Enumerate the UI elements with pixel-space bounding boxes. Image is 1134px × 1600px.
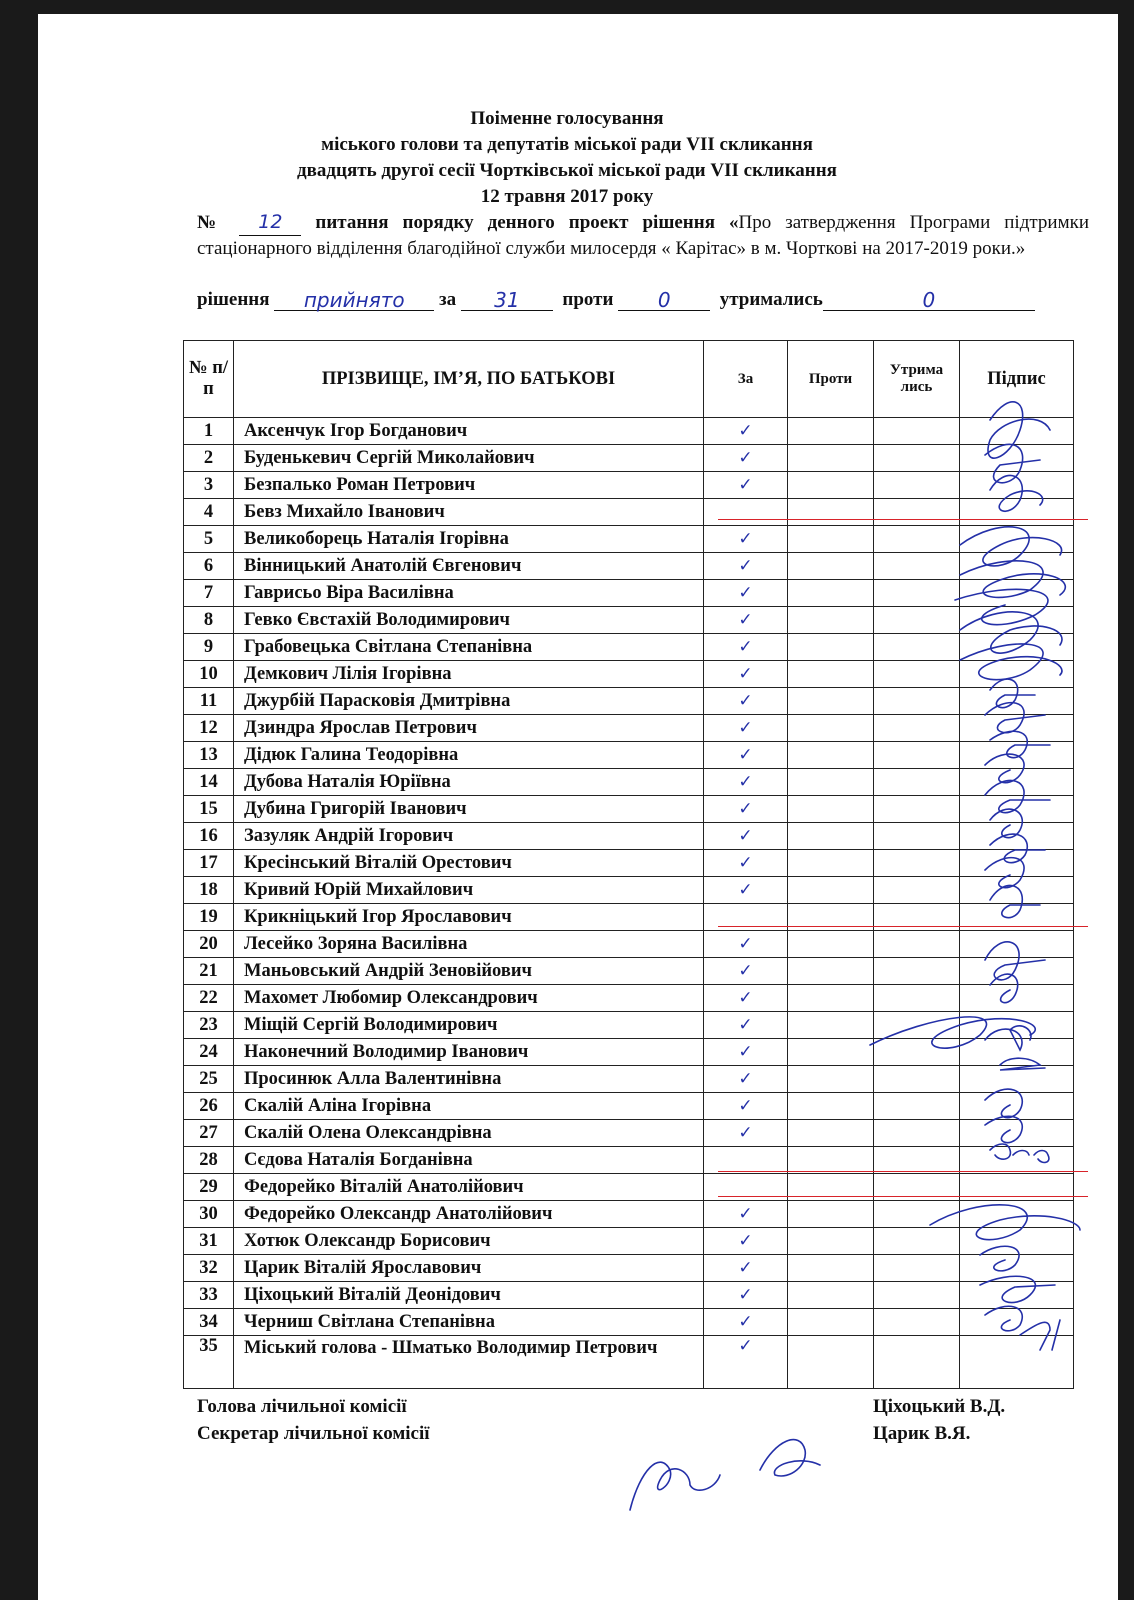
doc-subtitle-1: міського голови та депутатів міської ради VІІ скликання	[321, 134, 813, 155]
table-row	[184, 1336, 1074, 1389]
vote-abstain-cell	[874, 1039, 960, 1066]
vote-abstain-cell	[874, 823, 960, 850]
signature-cell	[960, 931, 1074, 958]
vote-for-cell: ✓	[704, 1309, 788, 1336]
col-header-against: Проти	[788, 341, 874, 418]
vote-abstain-cell	[874, 472, 960, 499]
vote-against-cell	[788, 742, 874, 769]
row-number: 20	[184, 931, 234, 958]
member-name: Вінницький Анатолій Євгенович	[234, 553, 704, 580]
vote-against-cell	[788, 1309, 874, 1336]
table-row	[184, 850, 1074, 877]
row-number: 28	[184, 1147, 234, 1174]
table-row	[184, 1120, 1074, 1147]
vote-for-cell	[704, 1147, 788, 1174]
signature-cell	[960, 850, 1074, 877]
vote-against-cell	[788, 1093, 874, 1120]
member-name: Кресінський Віталій Орестович	[234, 850, 704, 877]
table-row	[184, 580, 1074, 607]
table-row	[184, 931, 1074, 958]
row-number: 17	[184, 850, 234, 877]
vote-for-cell: ✓	[704, 1012, 788, 1039]
vote-against-cell	[788, 472, 874, 499]
signature-cell	[960, 823, 1074, 850]
signature-cell	[960, 1228, 1074, 1255]
row-number: 29	[184, 1174, 234, 1201]
vote-abstain-cell	[874, 499, 960, 526]
member-name: Джурбій Парасковія Дмитрівна	[234, 688, 704, 715]
vote-for-cell: ✓	[704, 553, 788, 580]
member-name: Скалій Олена Олександрівна	[234, 1120, 704, 1147]
vote-abstain-cell	[874, 1255, 960, 1282]
row-number: 10	[184, 661, 234, 688]
strike-line-row-29	[718, 1196, 1088, 1197]
table-row	[184, 823, 1074, 850]
col-header-num: № п/п	[184, 341, 234, 418]
vote-abstain-cell	[874, 1012, 960, 1039]
row-number: 3	[184, 472, 234, 499]
vote-against-cell	[788, 1282, 874, 1309]
vote-against-cell	[788, 1039, 874, 1066]
vote-against-cell	[788, 1147, 874, 1174]
signature-cell	[960, 1255, 1074, 1282]
row-number: 6	[184, 553, 234, 580]
row-number: 35	[184, 1336, 234, 1389]
row-number: 4	[184, 499, 234, 526]
col-header-signature: Підпис	[960, 341, 1074, 418]
member-name: Дубова Наталія Юріївна	[234, 769, 704, 796]
row-number: 15	[184, 796, 234, 823]
agenda-title-text: Про затвердження Програми підтримки стаціонарного відділення благодійної служби милосердя « Карітас» в м. Чорткові на 2017-2019 роки.»	[197, 212, 1089, 259]
member-name: Махомет Любомир Олександрович	[234, 985, 704, 1012]
secretary-name: Царик В.Я.	[873, 1423, 971, 1444]
signature-cell	[960, 1039, 1074, 1066]
row-number: 32	[184, 1255, 234, 1282]
agenda-no-value: 12	[258, 211, 283, 233]
vote-for-cell: ✓	[704, 1282, 788, 1309]
for-label: за	[439, 289, 457, 310]
row-number: 2	[184, 445, 234, 472]
signature-cell	[960, 607, 1074, 634]
vote-against-cell	[788, 499, 874, 526]
vote-for-cell: ✓	[704, 958, 788, 985]
row-number: 1	[184, 418, 234, 445]
row-number: 25	[184, 1066, 234, 1093]
row-number: 31	[184, 1228, 234, 1255]
signature-cell	[960, 877, 1074, 904]
row-number: 19	[184, 904, 234, 931]
agenda-no-field	[239, 210, 301, 236]
table-row	[184, 445, 1074, 472]
chair-name: Ціхоцький В.Д.	[873, 1396, 1006, 1417]
col-header-abstain: Утрима лись	[874, 341, 960, 418]
vote-for-cell: ✓	[704, 1066, 788, 1093]
member-name: Сєдова Наталія Богданівна	[234, 1147, 704, 1174]
member-name: Маньовський Андрій Зеновійович	[234, 958, 704, 985]
strike-line-row-19	[718, 926, 1088, 927]
vote-against-cell	[788, 1066, 874, 1093]
vote-against-cell	[788, 1012, 874, 1039]
vote-abstain-cell	[874, 661, 960, 688]
row-number: 11	[184, 688, 234, 715]
row-number: 34	[184, 1309, 234, 1336]
vote-abstain-cell	[874, 526, 960, 553]
vote-for-cell: ✓	[704, 931, 788, 958]
signature-cell	[960, 1201, 1074, 1228]
signature-cell	[960, 661, 1074, 688]
table-row	[184, 1147, 1074, 1174]
vote-abstain-cell	[874, 1282, 960, 1309]
signature-cell	[960, 715, 1074, 742]
member-name: Кривий Юрій Михайлович	[234, 877, 704, 904]
vote-against-cell	[788, 985, 874, 1012]
table-row	[184, 1093, 1074, 1120]
row-number: 21	[184, 958, 234, 985]
table-row	[184, 877, 1074, 904]
member-name: Буденькевич Сергій Миколайович	[234, 445, 704, 472]
vote-against-cell	[788, 1336, 874, 1389]
against-label: проти	[562, 289, 614, 310]
vote-abstain-cell	[874, 715, 960, 742]
vote-abstain-cell	[874, 958, 960, 985]
vote-for-cell: ✓	[704, 769, 788, 796]
table-row	[184, 634, 1074, 661]
vote-abstain-cell	[874, 418, 960, 445]
vote-for-cell: ✓	[704, 1093, 788, 1120]
row-number: 7	[184, 580, 234, 607]
vote-for-cell: ✓	[704, 445, 788, 472]
abstain-field	[823, 288, 1035, 311]
row-number: 30	[184, 1201, 234, 1228]
vote-against-cell	[788, 958, 874, 985]
table-row	[184, 1282, 1074, 1309]
row-number: 23	[184, 1012, 234, 1039]
vote-against-cell	[788, 607, 874, 634]
vote-against-cell	[788, 1120, 874, 1147]
member-name: Наконечний Володимир Іванович	[234, 1039, 704, 1066]
decision-field	[274, 288, 434, 311]
signature-cell	[960, 526, 1074, 553]
row-number: 22	[184, 985, 234, 1012]
vote-against-cell	[788, 688, 874, 715]
table-row	[184, 418, 1074, 445]
member-name: Грабовецька Світлана Степанівна	[234, 634, 704, 661]
member-name: Ціхоцький Віталій Деонідович	[234, 1282, 704, 1309]
vote-for-cell: ✓	[704, 715, 788, 742]
chair-label: Голова лічильної комісії	[197, 1396, 407, 1417]
vote-abstain-cell	[874, 796, 960, 823]
decision-label: рішення	[197, 289, 270, 310]
signature-cell	[960, 1147, 1074, 1174]
signature-cell	[960, 958, 1074, 985]
row-number: 27	[184, 1120, 234, 1147]
vote-against-cell	[788, 553, 874, 580]
table-row	[184, 526, 1074, 553]
row-number: 16	[184, 823, 234, 850]
vote-abstain-cell	[874, 769, 960, 796]
doc-title: Поіменне голосування	[470, 108, 664, 129]
table-row	[184, 715, 1074, 742]
signature-cell	[960, 1066, 1074, 1093]
vote-abstain-cell	[874, 1147, 960, 1174]
vote-abstain-cell	[874, 580, 960, 607]
vote-against-cell	[788, 661, 874, 688]
signature-cell	[960, 1120, 1074, 1147]
member-name: Дубина Григорій Іванович	[234, 796, 704, 823]
against-value: 0	[657, 288, 671, 312]
col-header-for: За	[704, 341, 788, 418]
signature-cell	[960, 769, 1074, 796]
decision-line	[197, 288, 1089, 311]
vote-abstain-cell	[874, 1066, 960, 1093]
vote-for-cell: ✓	[704, 877, 788, 904]
member-name: Гаврисьо Віра Василівна	[234, 580, 704, 607]
row-number: 24	[184, 1039, 234, 1066]
vote-for-cell: ✓	[704, 1201, 788, 1228]
table-row	[184, 1012, 1074, 1039]
member-name: Великоборець Наталія Ігорівна	[234, 526, 704, 553]
member-name: Просинюк Алла Валентинівна	[234, 1066, 704, 1093]
member-name: Безпалько Роман Петрович	[234, 472, 704, 499]
vote-against-cell	[788, 1201, 874, 1228]
table-row	[184, 1228, 1074, 1255]
member-name: Федорейко Віталій Анатолійович	[234, 1174, 704, 1201]
vote-abstain-cell	[874, 1120, 960, 1147]
vote-abstain-cell	[874, 1093, 960, 1120]
row-number: 5	[184, 526, 234, 553]
against-field	[618, 288, 710, 311]
decision-value: прийнято	[303, 288, 405, 312]
vote-for-cell: ✓	[704, 850, 788, 877]
row-number: 14	[184, 769, 234, 796]
vote-for-cell: ✓	[704, 688, 788, 715]
votes-table	[183, 340, 1074, 1389]
signature-cell	[960, 688, 1074, 715]
vote-for-cell: ✓	[704, 1039, 788, 1066]
signature-cell	[960, 499, 1074, 526]
vote-for-cell: ✓	[704, 526, 788, 553]
vote-against-cell	[788, 580, 874, 607]
vote-abstain-cell	[874, 877, 960, 904]
vote-abstain-cell	[874, 607, 960, 634]
table-row	[184, 553, 1074, 580]
strike-line-row-4	[718, 519, 1088, 520]
table-row	[184, 499, 1074, 526]
vote-against-cell	[788, 1255, 874, 1282]
table-row	[184, 769, 1074, 796]
vote-for-cell: ✓	[704, 580, 788, 607]
vote-for-cell: ✓	[704, 418, 788, 445]
member-name: Міщій Сергій Володимирович	[234, 1012, 704, 1039]
vote-abstain-cell	[874, 931, 960, 958]
doc-date: 12 травня 2017 року	[480, 186, 654, 207]
member-name: Лесейко Зоряна Василівна	[234, 931, 704, 958]
row-number: 18	[184, 877, 234, 904]
member-name: Гевко Євстахій Володимирович	[234, 607, 704, 634]
vote-for-cell: ✓	[704, 634, 788, 661]
member-name: Скалій Аліна Ігорівна	[234, 1093, 704, 1120]
vote-for-cell: ✓	[704, 472, 788, 499]
secretary-label: Секретар лічильної комісії	[197, 1423, 430, 1444]
agenda-item	[197, 210, 1089, 261]
table-row	[184, 796, 1074, 823]
row-number: 8	[184, 607, 234, 634]
vote-abstain-cell	[874, 688, 960, 715]
vote-abstain-cell	[874, 553, 960, 580]
vote-for-cell	[704, 499, 788, 526]
vote-abstain-cell	[874, 1309, 960, 1336]
col-header-name: ПРІЗВИЩЕ, ІМ’Я, ПО БАТЬКОВІ	[234, 341, 704, 418]
row-number: 33	[184, 1282, 234, 1309]
vote-for-cell: ✓	[704, 823, 788, 850]
agenda-title-bold: питання порядку денного проект рішення «	[315, 212, 739, 233]
member-name: Крикніцький Ігор Ярославович	[234, 904, 704, 931]
member-name: Дзиндра Ярослав Петрович	[234, 715, 704, 742]
vote-for-cell: ✓	[704, 1255, 788, 1282]
member-name: Аксенчук Ігор Богданович	[234, 418, 704, 445]
signature-cell	[960, 1093, 1074, 1120]
table-row	[184, 1066, 1074, 1093]
table-row	[184, 1255, 1074, 1282]
vote-against-cell	[788, 850, 874, 877]
vote-against-cell	[788, 418, 874, 445]
vote-against-cell	[788, 931, 874, 958]
vote-for-cell: ✓	[704, 742, 788, 769]
doc-subtitle-2: двадцять другої сесії Чортківської міської ради VІІ скликання	[297, 160, 837, 181]
signature-cell	[960, 1309, 1074, 1336]
row-number: 13	[184, 742, 234, 769]
member-name: Хотюк Олександр Борисович	[234, 1228, 704, 1255]
vote-for-cell: ✓	[704, 796, 788, 823]
table-row	[184, 688, 1074, 715]
signature-cell	[960, 472, 1074, 499]
member-name: Дідюк Галина Теодорівна	[234, 742, 704, 769]
abstain-label: утримались	[719, 289, 823, 310]
vote-against-cell	[788, 796, 874, 823]
signature-cell	[960, 445, 1074, 472]
signature-cell	[960, 580, 1074, 607]
signature-cell	[960, 985, 1074, 1012]
vote-abstain-cell	[874, 445, 960, 472]
member-name: Міський голова - Шматько Володимир Петрович	[234, 1336, 704, 1389]
vote-abstain-cell	[874, 742, 960, 769]
vote-abstain-cell	[874, 634, 960, 661]
table-row	[184, 958, 1074, 985]
strike-line-row-28	[718, 1171, 1088, 1172]
signature-cell	[960, 796, 1074, 823]
vote-abstain-cell	[874, 850, 960, 877]
vote-against-cell	[788, 769, 874, 796]
row-number: 9	[184, 634, 234, 661]
member-name: Федорейко Олександр Анатолійович	[234, 1201, 704, 1228]
vote-abstain-cell	[874, 1336, 960, 1389]
vote-for-cell: ✓	[704, 661, 788, 688]
table-row	[184, 1309, 1074, 1336]
signature-cell	[960, 1336, 1074, 1389]
vote-for-cell: ✓	[704, 607, 788, 634]
member-name: Демкович Лілія Ігорівна	[234, 661, 704, 688]
vote-abstain-cell	[874, 1201, 960, 1228]
signature-cell	[960, 1012, 1074, 1039]
vote-against-cell	[788, 877, 874, 904]
vote-for-cell: ✓	[704, 1336, 788, 1389]
vote-abstain-cell	[874, 1228, 960, 1255]
vote-against-cell	[788, 715, 874, 742]
member-name: Черниш Світлана Степанівна	[234, 1309, 704, 1336]
table-row	[184, 1039, 1074, 1066]
for-value: 31	[494, 288, 520, 312]
vote-against-cell	[788, 1228, 874, 1255]
signature-cell	[960, 742, 1074, 769]
vote-for-cell: ✓	[704, 1228, 788, 1255]
row-number: 12	[184, 715, 234, 742]
table-row	[184, 1201, 1074, 1228]
vote-for-cell: ✓	[704, 1120, 788, 1147]
table-row	[184, 472, 1074, 499]
signature-cell	[960, 553, 1074, 580]
table-row	[184, 742, 1074, 769]
vote-against-cell	[788, 526, 874, 553]
row-number: 26	[184, 1093, 234, 1120]
table-row	[184, 661, 1074, 688]
vote-for-cell: ✓	[704, 985, 788, 1012]
member-name: Зазуляк Андрій Ігорович	[234, 823, 704, 850]
signature-cell	[960, 634, 1074, 661]
vote-against-cell	[788, 445, 874, 472]
abstain-value: 0	[922, 288, 936, 312]
agenda-no-label: №	[197, 212, 226, 233]
table-row	[184, 607, 1074, 634]
vote-abstain-cell	[874, 985, 960, 1012]
vote-against-cell	[788, 823, 874, 850]
vote-against-cell	[788, 634, 874, 661]
table-row	[184, 985, 1074, 1012]
for-field	[461, 288, 553, 311]
member-name: Бевз Михайло Іванович	[234, 499, 704, 526]
signature-cell	[960, 418, 1074, 445]
member-name: Царик Віталій Ярославович	[234, 1255, 704, 1282]
signature-cell	[960, 1282, 1074, 1309]
